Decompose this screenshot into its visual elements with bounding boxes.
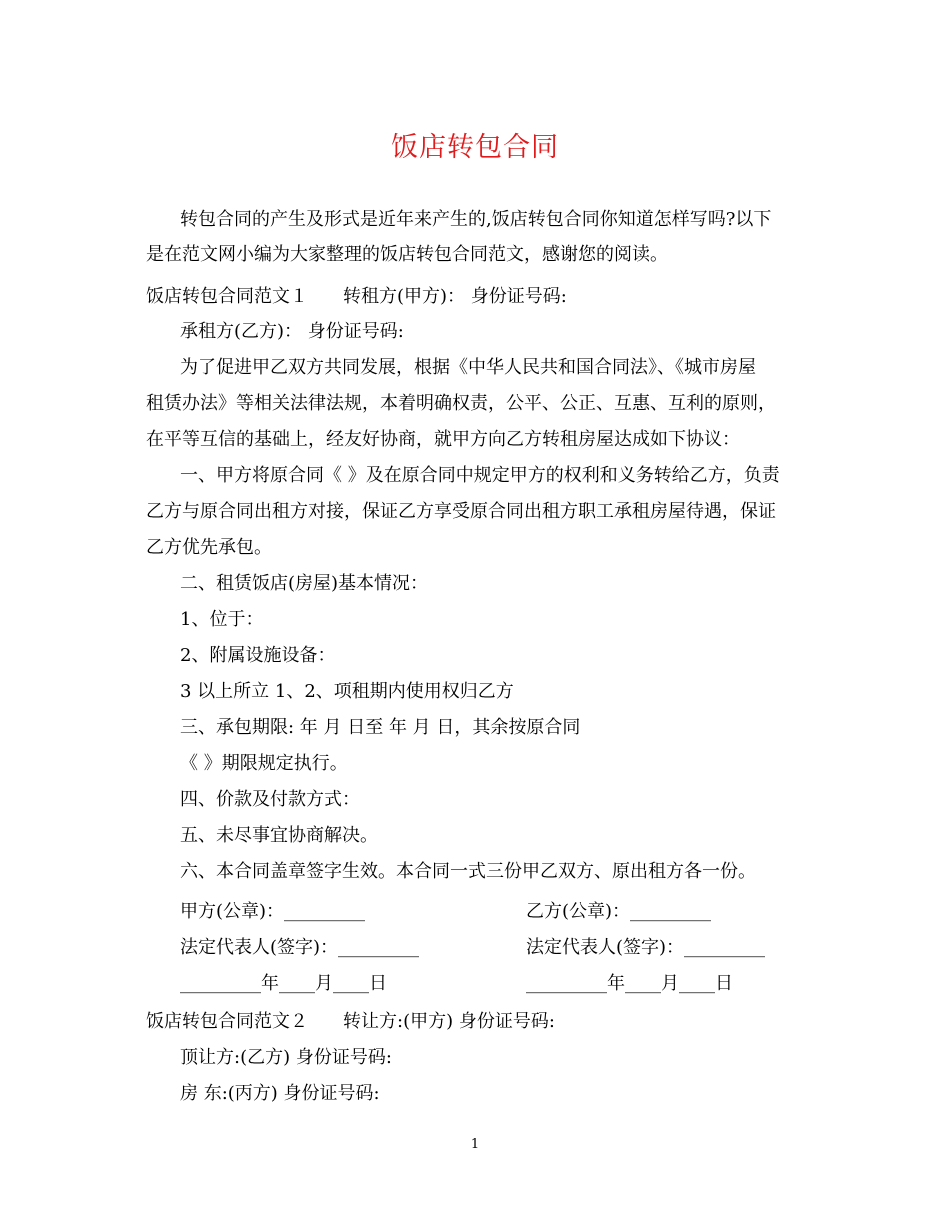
item3: 3 以上所立 1、2、项租期内使用权归乙方 [180,681,514,702]
document-title: 饭店转包合同 [391,132,559,163]
party-a-representative: 法定代表人(签字)：_________ [180,937,420,958]
party-a-date: _________年____月____日 [180,973,387,994]
sample2-landlord: 房 东:(丙方) 身份证号码: [180,1083,380,1104]
clause3-continued: 《 》期限规定执行。 [180,753,348,774]
item2: 2、附属设施设备： [180,645,336,666]
clause2: 二、租赁饭店(房屋)基本情况： [180,573,429,594]
party-b-seal: 乙方(公章)：_________ [526,901,712,922]
party-a-seal: 甲方(公章)：_________ [180,901,366,922]
purpose-line-3: 在平等互信的基础上，经友好协商，就甲方向乙方转租房屋达成如下协议： [146,429,740,450]
intro-line-1: 转包合同的产生及形式是近年来产生的,饭店转包合同你知道怎样写吗?以下 [180,209,772,230]
clause1-line-1: 一、甲方将原合同《 》及在原合同中规定甲方的权利和义务转给乙方，负责 [180,465,780,486]
sample2-heading: 饭店转包合同范文２ [146,1011,308,1032]
item1: 1、位于： [180,609,264,630]
party-b-date: _________年____月____日 [526,973,733,994]
clause5: 五、未尽事宜协商解决。 [180,825,378,846]
sample1-transferor: 转租方(甲方)： 身份证号码: [343,286,567,307]
intro-line-2: 是在范文网小编为大家整理的饭店转包合同范文，感谢您的阅读。 [146,244,668,265]
clause3: 三、承包期限: 年 月 日至 年 月 日，其余按原合同 [180,717,581,738]
clause6: 六、本合同盖章签字生效。本合同一式三份甲乙双方、原出租方各一份。 [180,861,756,882]
page-number: 1 [470,1137,480,1152]
sample2-transferee: 顶让方:(乙方) 身份证号码: [180,1047,392,1068]
purpose-line-2: 租赁办法》等相关法律法规，本着明确权责，公平、公正、互惠、互利的原则， [146,393,776,414]
party-b-representative: 法定代表人(签字)：_________ [526,937,766,958]
clause4: 四、价款及付款方式： [180,789,360,810]
clause1-line-2: 乙方与原合同出租方对接，保证乙方享受原合同出租方职工承租房屋待遇，保证 [146,501,776,522]
sample1-lessee: 承租方(乙方)： 身份证号码: [180,321,404,342]
sample1-heading: 饭店转包合同范文１ [146,286,308,307]
sample2-transferor: 转让方:(甲方) 身份证号码: [343,1011,555,1032]
purpose-line-1: 为了促进甲乙双方共同发展，根据《中华人民共和国合同法》、《城市房屋 [180,357,756,378]
clause1-line-3: 乙方优先承包。 [146,537,272,558]
